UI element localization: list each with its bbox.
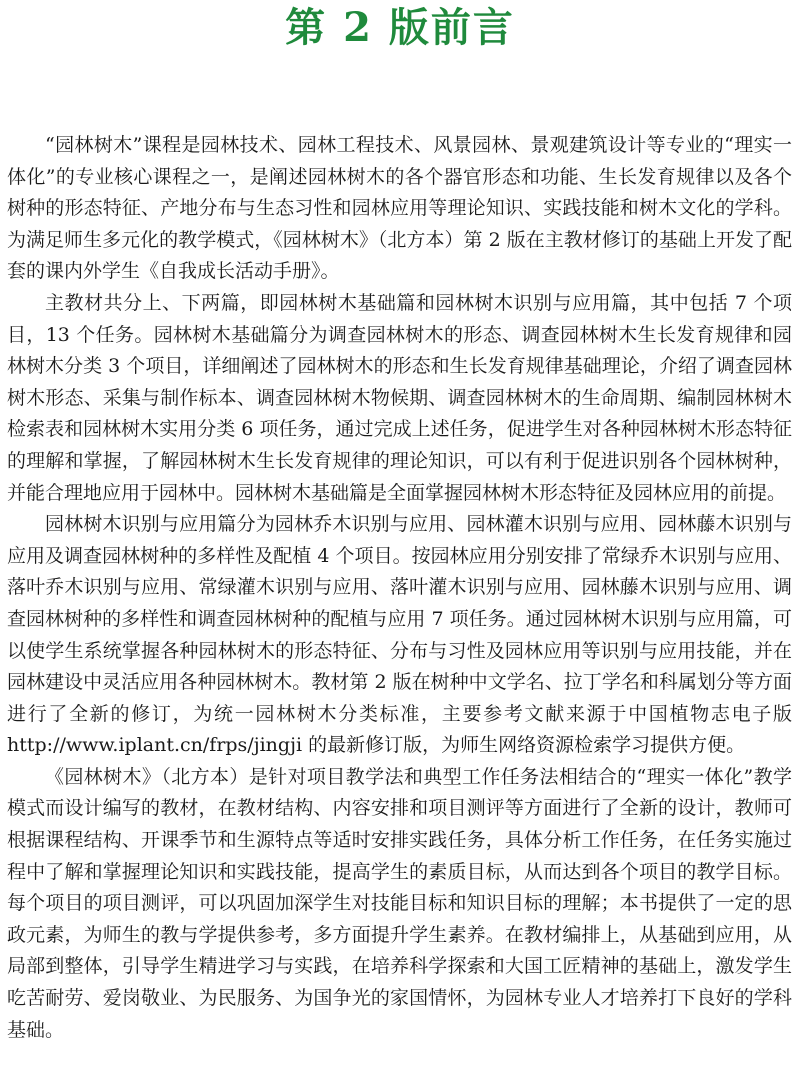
- paragraph-identification-part: 园林树木识别与应用篇分为园林乔木识别与应用、园林灌木识别与应用、园林藤木识别与应用及调查园林树种的多样性及配植 4 个项目。按园林应用分别安排了常绿乔木识别与应用、落叶乔木识别与应用、常绿灌木识别与应用、落叶灌木识别与应用、园林藤木识别与应用、调查园林树种的多样性和调查园林树种的配植与应用 7 项任务。通过园林树木识别与应用篇，可以使学生系统掌握各种园林树木的形态特征、分布与习性及园林应用等识别与应用技能，并在园林建设中灵活应用各种园林树木。教材第 2 版在树种中文学名、拉丁学名和科属划分等方面进行了全新的修订，为统一园林树木分类标准，主要参考文献来源于中国植物志电子版 http://www.iplant.cn/frps/jingji 的最新修订版，为师生网络资源检索学习提供方便。: [7, 513, 792, 757]
- paragraph-foundation-part: 主教材共分上、下两篇，即园林树木基础篇和园林树木识别与应用篇，其中包括 7 个项目，13 个任务。园林树木基础篇分为调查园林树木的形态、调查园林树木生长发育规律和园林树木分类 3 个项目，详细阐述了园林树木的形态和生长发育规律基础理论，介绍了调查园林树木形态、采集与制作标本、调查园林树木物候期、调查园林树木的生命周期、编制园林树木检索表和园林树木实用分类 6 项任务，通过完成上述任务，促进学生对各种园林树木形态特征的理解和掌握，了解园林树木生长发育规律的理论知识，可以有利于促进识别各个园林树种，并能合理地应用于园林中。园林树木基础篇是全面掌握园林树木形态特征及园林应用的前提。: [7, 291, 792, 504]
- page-title: 第 2 版前言: [285, 4, 515, 51]
- paragraph-teaching-mode: 《园林树木》（北方本）是针对项目教学法和典型工作任务法相结合的“理实一体化”教学模式而设计编写的教材，在教材结构、内容安排和项目测评等方面进行了全新的设计，教师可根据课程结构、开课季节和生源特点等适时安排实践任务，具体分析工作任务，在任务实施过程中了解和掌握理论知识和实践技能，提高学生的素质目标，从而达到各个项目的教学目标。每个项目的项目测评，可以巩固加深学生对技能目标和知识目标的理解；本书提供了一定的思政元素，为师生的教与学提供参考，多方面提升学生素养。在教材编排上，从基础到应用，从局部到整体，引导学生精进学习与实践，在培养科学探索和大国工匠精神的基础上，激发学生吃苦耐劳、爱岗敬业、为民服务、为国争光的家国情怀，为园林专业人才培养打下良好的学科基础。: [7, 765, 792, 1041]
- preface-body: [7, 130, 792, 1046]
- paragraph-course-intro: “园林树木”课程是园林技术、园林工程技术、风景园林、景观建筑设计等专业的“理实一体化”的专业核心课程之一，是阐述园林树木的各个器官形态和功能、生长发育规律以及各个树种的形态特征、产地分布与生态习性和园林应用等理论知识、实践技能和树木文化的学科。为满足师生多元化的教学模式，《园林树木》（北方本）第 2 版在主教材修订的基础上开发了配套的课内外学生《自我成长活动手册》。: [7, 134, 792, 283]
